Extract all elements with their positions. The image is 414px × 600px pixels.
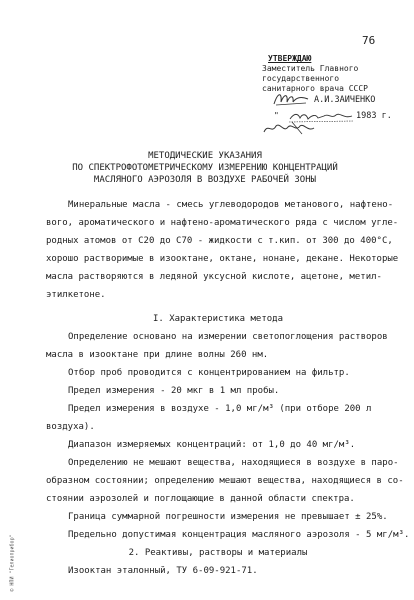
page-number: 76 xyxy=(362,34,376,47)
text-line: масла в изооктане при длине волны 260 нм. xyxy=(46,350,269,360)
text-line: вого, ароматического и нафтено-ароматического ряда с числом угле- xyxy=(46,218,399,228)
text-line: Минеральные масла - смесь углеводородов метанового, нафтено- xyxy=(68,200,394,210)
section-heading: 2. Реактивы, растворы и материалы xyxy=(128,548,308,558)
text-line: Отбор проб проводится с концентрированием на фильтр. xyxy=(68,368,350,378)
text-line: масла растворяются в ледяной уксусной кислоте, ацетоне, метил- xyxy=(46,272,382,282)
text-line: хорошо растворимые в изооктане, октане, нонане, декане. Некоторые xyxy=(46,254,399,264)
text-line: родных атомов от С20 до С70 - жидкости с т.кип. от 300 до 400°С, xyxy=(46,236,393,246)
text-line: воздуха). xyxy=(46,422,95,432)
approval-position-line: санитарного врача СССР xyxy=(262,84,368,93)
text-line: Предел измерения в воздухе - 1,0 мг/м³ (при отборе 200 л xyxy=(68,404,372,414)
approval-position-line: Заместитель Главного xyxy=(262,64,359,73)
approval-position-line: государственного xyxy=(262,74,340,83)
side-copyright-stamp xyxy=(6,534,16,592)
text-line: этилкетоне. xyxy=(46,290,106,300)
section-2-text xyxy=(46,562,390,580)
title-line: МЕТОДИЧЕСКИЕ УКАЗАНИЯ xyxy=(148,151,262,161)
text-line: Определение основано на измерении светопоглощения растворов xyxy=(68,332,388,342)
side-stamp-text: © НПИ "Гелиоприбор" xyxy=(9,534,16,592)
document-body xyxy=(46,196,410,580)
text-line: Определению не мешают вещества, находящиеся в воздухе в паро- xyxy=(68,458,399,468)
text-line: Граница суммарной погрешности измерения не превышает ± 25%. xyxy=(68,512,388,522)
text-line: Предел измерения - 20 мкг в 1 мл пробы. xyxy=(68,386,280,396)
date-year: 1983 г. xyxy=(356,111,392,121)
handwritten-stamp-scribble xyxy=(262,120,316,136)
text-line: Диапазон измеряемых концентраций: от 1,0 до 40 мг/м³. xyxy=(68,440,356,450)
handwritten-signature xyxy=(272,90,310,108)
text-line: образном состоянии; определению мешают вещества, находящиеся в со- xyxy=(46,476,404,486)
signature-row xyxy=(262,94,376,107)
document-title xyxy=(40,150,370,186)
title-line: ПО СПЕКТРОФОТОМЕТРИЧЕСКОМУ ИЗМЕРЕНИЮ КОНЦЕНТРАЦИЙ xyxy=(72,163,338,173)
date-quote-mark: " xyxy=(274,111,279,120)
title-line: МАСЛЯНОГО АЭРОЗОЛЯ В ВОЗДУХЕ РАБОЧЕЙ ЗОНЫ xyxy=(93,175,317,185)
intro-paragraph xyxy=(46,196,399,304)
text-line: стоянии аэрозолей и поглощающие в данной области спектра. xyxy=(46,494,355,504)
signatory-name: А.И.ЗАИЧЕНКО xyxy=(314,95,376,105)
section-heading: I. Характеристика метода xyxy=(152,314,284,324)
section-1-text xyxy=(46,328,410,544)
approval-block xyxy=(262,54,392,122)
approval-heading: УТВЕРЖДАЮ xyxy=(268,54,312,63)
text-line: Предельно допустимая концентрация масляного аэрозоля - 5 мг/м³. xyxy=(68,530,410,540)
text-line: Изооктан эталонный, ТУ 6-09-921-71. xyxy=(68,566,258,576)
